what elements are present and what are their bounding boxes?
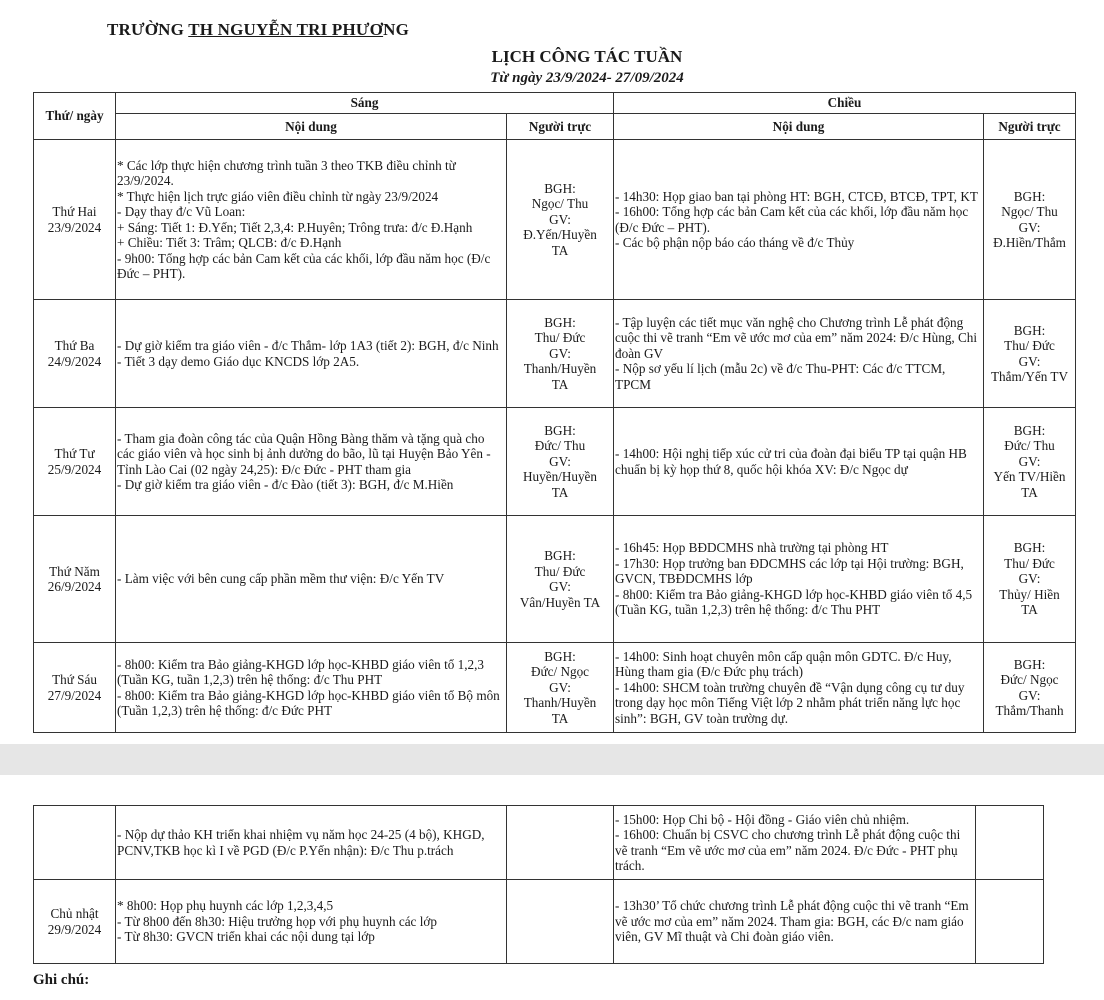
afternoon-item: - 16h45: Họp BĐDCMHS nhà trường tại phòng HT [615,540,889,556]
table-row [34,880,1044,964]
table-row [34,643,1076,733]
afternoon-item: - 16h00: Chuẩn bị CSVC cho chương trình Lễ phát động cuộc thi vẽ tranh “Em vẽ ước mơ của em” năm 2024. Đ/c Đức - PHT phụ trách. [615,827,961,873]
duty-text: Thu/ Đức [1004,555,1055,571]
morning-item: * Các lớp thực hiện chương trình tuần 3 theo TKB điều chỉnh từ 23/9/2024. [117,157,456,188]
morning-duty-cell [507,408,614,516]
afternoon-item: - 14h00: SHCM toàn trường chuyên đề “Vận dụng công cụ tư duy trong dạy học môn Tiếng Việt lớp 2 nhằm phát triển năng lực học sinh”: BGH, GV toàn trường dự. [615,679,965,726]
duty-text: BGH: [544,648,576,664]
duty-text: Thắm/Thanh [995,703,1064,718]
duty-text: Yến TV/Hiền [993,469,1066,485]
afternoon-duty-cell [984,300,1076,408]
morning-duty-cell [507,140,614,300]
day-cell [34,408,116,516]
schedule-title: LỊCH CÔNG TÁC TUẦN [491,47,683,66]
duty-text: TA [1021,602,1038,618]
afternoon-item: - Tập luyện các tiết mục văn nghệ cho Chương trình Lễ phát động cuộc thi vẽ tranh “Em vẽ ước mơ của em” năm 2024: Đ/c Hùng, Chi đoàn GV [615,314,978,361]
afternoon-item: - 14h00: Sinh hoạt chuyên môn cấp quận môn GDTC. Đ/c Huy, Hùng tham gia (Đ/c Đức phụ trách) [615,648,952,680]
morning-duty-cell [507,516,614,643]
morning-item: - Nộp dự thảo KH triển khai nhiệm vụ năm học 24-25 (4 bộ), KHGD, PCNV,TKB học kì I về PGD (Đ/c P.Yến nhận): Đ/c Thu p.trách [117,827,485,858]
duty-text: Vân/Huyền TA [519,594,601,610]
duty-text: Thu/ Đức [534,330,586,346]
header-afternoon-content: Nội dung [614,114,984,140]
afternoon-duty-cell [976,806,1044,880]
duty-text: GV: [549,345,571,361]
duty-text: Đức/ Ngọc [1000,672,1059,687]
duty-text: BGH: [1013,540,1046,556]
duty-text: BGH: [1013,656,1046,672]
morning-item: - 9h00: Tổng hợp các bản Cam kết của các khối, lớp đầu năm học (Đ/c Đức – PHT). [117,250,491,281]
day-text: Chủ nhật [50,906,99,921]
header-afternoon-duty: Người trực [984,114,1076,140]
afternoon-item: - 17h30: Họp trưởng ban ĐDCMHS các lớp tại Hội trường: BGH, GVCN, TBĐDCMHS lớp [615,555,964,587]
morning-content-cell [116,408,507,516]
duty-text: Thu/ Đức [534,563,586,579]
day-cell [34,300,116,408]
schedule-date-range: Từ ngày 23/9/2024- 27/09/2024 [490,70,684,86]
morning-item: - Từ 8h00 đến 8h30: Hiệu trưởng họp với phụ huynh các lớp [117,913,437,929]
morning-item: - Tiết 3 dạy demo Giáo dục KNCDS lớp 2A5. [117,353,360,369]
day-text: 26/9/2024 [47,579,102,594]
table-row [34,516,1076,643]
morning-duty-cell [507,880,614,964]
morning-content-cell [116,880,507,964]
morning-content-cell [116,300,507,408]
weekend-schedule-table [33,805,1044,964]
afternoon-item: - 14h00: Hội nghị tiếp xúc cử tri của đoàn đại biểu TP tại quận HB chuẩn bị kỳ họp thứ 8, quốc hội khóa XV: Đ/c Ngọc dự [615,446,967,477]
afternoon-content-cell [614,300,984,408]
afternoon-duty-cell [984,516,1076,643]
morning-item: - 8h00: Kiểm tra Bảo giảng-KHGD lớp học-KHBD giáo viên tổ 1,2,3 (Tuần KG, tuần 1,2,3) trên hệ thống: đ/c Thu PHT [117,656,485,687]
afternoon-content-cell [614,516,984,643]
duty-text: Ngọc/ Thu [1001,204,1058,219]
day-text: 29/9/2024 [47,921,102,937]
duty-text: BGH: [544,314,576,330]
duty-text: Thủy/ Hiền [999,586,1060,602]
duty-text: TA [551,484,569,500]
duty-text: GV: [1018,687,1041,703]
day-text: Thứ Ba [54,338,95,353]
duty-text: Đ.Hiền/Thắm [993,235,1066,250]
afternoon-item: - 15h00: Họp Chi bộ - Hội đồng - Giáo viên chủ nhiệm. [615,811,910,827]
afternoon-content-cell [614,408,984,516]
duty-text: Đức/ Ngọc [530,664,590,680]
morning-duty-cell [507,300,614,408]
duty-text: GV: [549,211,571,227]
duty-text: GV: [1018,453,1041,469]
duty-text: GV: [1018,571,1041,587]
afternoon-duty-cell [976,880,1044,964]
duty-text: Thanh/Huyền [523,695,597,711]
afternoon-item: - 14h30: Họp giao ban tại phòng HT: BGH, CTCĐ, BTCĐ, TPT, KT [615,188,978,204]
duty-text: GV: [1018,219,1041,235]
page-break [0,744,1104,775]
afternoon-item: - 16h00: Tổng hợp các bản Cam kết của các khối, lớp đầu năm học (Đ/c Đức – PHT). [615,204,969,235]
duty-text: GV: [1018,353,1041,369]
afternoon-content-cell [614,806,976,880]
morning-item: + Sáng: Tiết 1: Đ.Yến; Tiết 2,3,4: P.Huyên; Trông trưa: đ/c Đ.Hạnh [117,219,473,235]
day-cell [34,643,116,733]
duty-text: Đ.Yến/Huyền [523,227,597,243]
table-row [34,806,1044,880]
day-cell [34,140,116,300]
duty-text: TA [551,242,569,258]
duty-text: Thắm/Yến TV [990,369,1069,384]
duty-text: GV: [549,579,571,594]
weekly-schedule-table [33,92,1076,733]
morning-content-cell [116,516,507,643]
morning-item: - Làm việc với bên cung cấp phần mềm thư viện: Đ/c Yến TV [117,571,445,587]
day-text: 23/9/2024 [47,219,102,235]
afternoon-item: - Các bộ phận nộp báo cáo tháng về đ/c Thủy [615,235,855,250]
morning-item: - Tham gia đoàn công tác của Quận Hồng Bàng thăm và tặng quà cho các giáo viên và học sinh bị ảnh dưởng do bão, lũ tại Huyện Bảo Yên - Tỉnh Lào Cai (02 ngày 24,25): Đ/c Đức - PHT tham gia [117,430,491,477]
duty-text: Đức/ Thu [1004,438,1055,454]
duty-text: Thanh/Huyền [523,361,597,377]
duty-text: BGH: [544,422,576,438]
duty-text: TA [1021,484,1038,500]
duty-text: BGH: [1013,422,1046,438]
duty-text: BGH: [544,548,576,563]
morning-item: * Thực hiện lịch trực giáo viên điều chỉnh từ ngày 23/9/2024 [117,188,439,204]
day-cell [34,806,116,880]
duty-text: Huyền/Huyền [523,469,597,485]
afternoon-content-cell [614,643,984,733]
morning-item: - Dạy thay đ/c Vũ Loan: [117,204,246,219]
header-afternoon: Chiều [614,93,1076,114]
table-row [34,408,1076,516]
day-text: 27/9/2024 [47,687,102,703]
day-text: Thứ Sáu [52,672,97,687]
morning-item: * 8h00: Họp phụ huynh các lớp 1,2,3,4,5 [117,898,334,914]
day-cell [34,880,116,964]
morning-content-cell [116,806,507,880]
morning-item: - Từ 8h30: GVCN triển khai các nội dung tại lớp [117,929,375,945]
morning-content-cell [116,643,507,733]
afternoon-item: - Nộp sơ yếu lí lịch (mẫu 2c) về đ/c Thu-PHT: Các đ/c TTCM, TPCM [615,361,946,392]
note-label: Ghi chú: [33,972,90,988]
day-text: Thứ Hai [52,204,97,219]
header-day: Thứ/ ngày [34,93,116,140]
header-morning-duty: Người trực [507,114,614,140]
day-text: Thứ Tư [54,446,95,461]
header-morning-content: Nội dung [116,114,507,140]
header-morning: Sáng [116,93,614,114]
morning-duty-cell [507,806,614,880]
table-row [34,300,1076,408]
table-row [34,140,1076,300]
morning-content-cell [116,140,507,300]
duty-text: Đức/ Thu [534,438,586,454]
duty-text: BGH: [1013,322,1046,338]
afternoon-duty-cell [984,643,1076,733]
duty-text: BGH: [1013,188,1046,204]
morning-item: - 8h00: Kiểm tra Bảo giảng-KHGD lớp học-KHBD giáo viên tổ Bộ môn (Tuần 1,2,3) trên hệ thống: đ/c Đức PHT [117,687,500,718]
afternoon-item: - 13h30’ Tổ chức chương trình Lễ phát động cuộc thi vẽ tranh “Em vẽ ước mơ của em” năm 2024. Tham gia: BGH, các Đ/c nam giáo viên, GV Mĩ thuật và Chi đoàn giáo viên. [615,898,969,945]
morning-item: - Dự giờ kiểm tra giáo viên - đ/c Thắm- lớp 1A3 (tiết 2): BGH, đ/c Ninh [117,338,499,353]
afternoon-duty-cell [984,140,1076,300]
duty-text: BGH: [544,180,576,196]
school-name: TRƯỜNG TH NGUYỄN TRI PHƯƠNG [107,20,409,39]
day-text: 25/9/2024 [47,461,102,477]
afternoon-content-cell [614,140,984,300]
duty-text: TA [551,376,569,392]
day-cell [34,516,116,643]
morning-duty-cell [507,643,614,733]
afternoon-content-cell [614,880,976,964]
afternoon-duty-cell [984,408,1076,516]
morning-item: + Chiều: Tiết 3: Trâm; QLCB: đ/c Đ.Hạnh [117,235,342,250]
day-text: 24/9/2024 [47,353,102,369]
duty-text: Thu/ Đức [1004,338,1055,353]
morning-item: - Dự giờ kiểm tra giáo viên - đ/c Đào (tiết 3): BGH, đ/c M.Hiền [117,477,454,492]
duty-text: GV: [549,453,571,469]
duty-text: Ngọc/ Thu [531,196,589,212]
afternoon-item: - 8h00: Kiểm tra Bảo giảng-KHGD lớp học-KHBD giáo viên tổ 4,5 (Tuần KG, tuần 1,2,3) trên hệ thống: đ/c Thu PHT [615,586,973,618]
duty-text: TA [551,710,569,726]
day-text: Thứ Năm [49,563,100,579]
duty-text: GV: [549,679,571,695]
